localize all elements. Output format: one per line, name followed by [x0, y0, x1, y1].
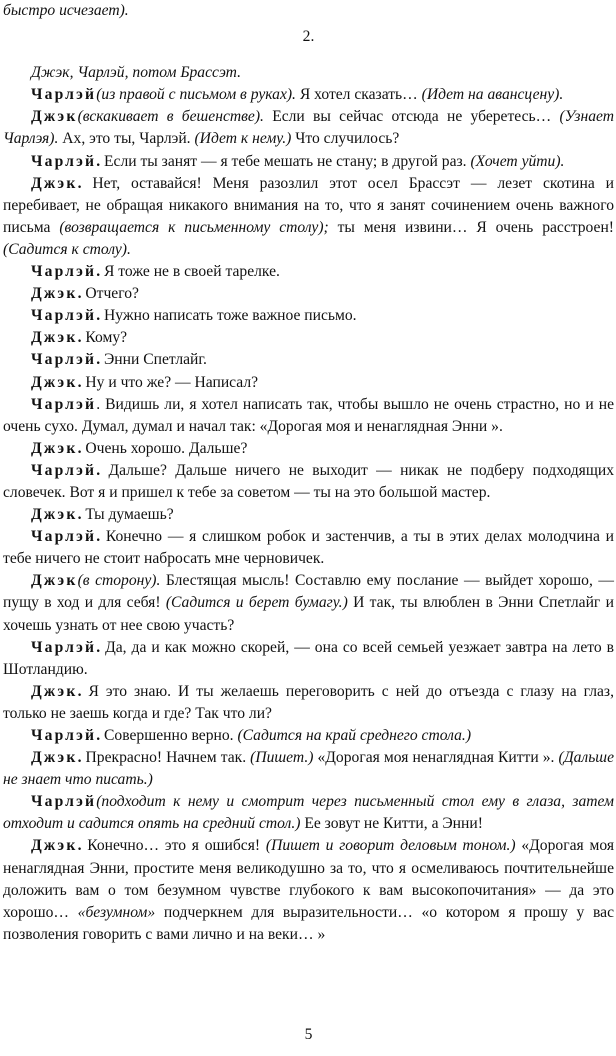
- dialogue-line: [3, 173, 614, 261]
- speaker-separator: .: [77, 373, 82, 391]
- speech-text: Ну и что же? — Написал?: [81, 373, 259, 391]
- speaker-name: Джэк: [31, 506, 78, 524]
- stage-direction: (в сторону).: [77, 572, 161, 590]
- dialogue-line: [3, 327, 614, 349]
- speech-text: Блестящая мысль! Составлю ему послание — выйдет хорошо, — пущу в ход и для себя!: [3, 572, 614, 612]
- stage-direction: (Идет на авансцену).: [421, 86, 564, 104]
- speech-text: Энни Спетлайг.: [100, 351, 207, 369]
- dialogue-line: [3, 106, 614, 150]
- speech-text: Прекрасно! Начнем так.: [81, 749, 251, 767]
- speech-text: Ее зовут не Китти, а Энни!: [300, 815, 483, 833]
- speech-text: Да, да и как можно скорей, — она со всей семьей уезжает завтра на лето в Шотландию.: [3, 638, 614, 678]
- speaker-name: Чарлэй: [31, 263, 97, 281]
- speaker-name: Чарлэй: [31, 528, 97, 546]
- stage-direction: (вскакивает в бешенстве).: [77, 108, 264, 126]
- speaker-name: Чарлэй: [31, 152, 97, 170]
- speech-text: Отчего?: [81, 285, 139, 303]
- speech-text: Я тоже не в своей тарелке.: [100, 263, 280, 281]
- speaker-name: Джэк: [31, 682, 78, 700]
- speaker-name: Чарлэй: [31, 395, 97, 413]
- dialogue-line: [3, 305, 614, 327]
- stage-direction: (возвращается к письменному столу);: [59, 218, 329, 236]
- speaker-separator: .: [96, 152, 101, 170]
- stage-direction: (из правой с письмом в руках).: [96, 86, 296, 104]
- stage-direction: (подходит к нему и смотрит через письменный стол ему в глаза, затем отходит и садится опять на средний стол.): [3, 793, 614, 833]
- speech-text: ты меня извини… Я очень расстроен!: [328, 218, 615, 236]
- dialogue-line: [3, 725, 614, 747]
- speaker-name: Чарлэй: [31, 638, 97, 656]
- speech-text: Очень хорошо. Дальше?: [81, 439, 248, 457]
- stage-direction: (Дальше не знает что писать.): [3, 749, 614, 789]
- speech-text: Нужно написать тоже важное письмо.: [100, 307, 357, 325]
- page-number: 5: [304, 1026, 313, 1043]
- scene-number: 2.: [302, 28, 315, 46]
- speaker-separator: .: [96, 307, 101, 325]
- top-line: быстро исчезает).: [3, 2, 129, 19]
- speech-text: Если вы сейчас отсюда не уберетесь…: [263, 108, 560, 126]
- dialogue-line: [3, 151, 614, 173]
- speaker-name: Чарлэй: [31, 793, 97, 811]
- speaker-name: Джэк: [31, 749, 78, 767]
- dialogue-line: [3, 637, 614, 681]
- stage-direction: (Хочет уйти).: [470, 152, 565, 170]
- speaker-name: Джэк: [31, 572, 78, 590]
- speech-text: Совершенно верно.: [100, 727, 238, 744]
- speaker-separator: .: [77, 506, 82, 524]
- speaker-separator: .: [77, 682, 82, 700]
- speech-text: Ах, это ты, Чарлэй.: [58, 130, 195, 148]
- speech-text: Я хотел сказать…: [295, 86, 422, 104]
- speaker-name: Чарлэй: [31, 307, 97, 325]
- dialogue-line: [3, 526, 614, 570]
- speaker-name: Джэк: [31, 439, 78, 457]
- speech-text: . Видишь ли, я хотел написать так, чтобы вышло не очень страстно, но и не очень сухо. Думал, думал и начал так: «Дорогая моя и ненаглядная Энни ».: [3, 395, 614, 435]
- speaker-separator: .: [96, 528, 101, 546]
- dialogue-line: [3, 460, 614, 504]
- scene-cast: Джэк, Чарлэй, потом Брассэт.: [31, 64, 241, 82]
- speech-text: Ты думаешь?: [81, 506, 174, 524]
- speech-text: Я это знаю. И ты желаешь переговорить с ней до отъезда с глазу на глаз, только не заешь когда и где? Так что ли?: [3, 682, 614, 722]
- dialogue-line: [3, 681, 614, 725]
- speaker-name: Чарлэй: [31, 86, 97, 104]
- speaker-separator: .: [96, 461, 101, 479]
- dialogue-line: [3, 438, 614, 460]
- dialogue-line: [3, 394, 614, 438]
- speaker-name: Чарлэй: [31, 727, 97, 744]
- speech-text: Дальше? Дальше ничего не выходит — никак не подберу подходящих словечек. Вот я и пришел к тебе за советом — ты на это большой мастер.: [3, 461, 614, 501]
- speaker-name: Джэк: [31, 174, 78, 192]
- speaker-separator: .: [77, 749, 82, 767]
- speech-text: подчеркнем для выразительности… «о котором я прошу у вас позволения говорить с вами лично и на веки… »: [3, 903, 614, 943]
- speaker-name: Джэк: [31, 837, 78, 855]
- speaker-name: Джэк: [31, 373, 78, 391]
- speech-text: Кому?: [81, 329, 128, 347]
- speech-text: Если ты занят — я тебе мешать не стану; в другой раз.: [100, 152, 471, 170]
- dialogue: [3, 84, 614, 946]
- speech-text: Что случилось?: [291, 130, 400, 148]
- speaker-separator: .: [77, 837, 82, 855]
- dialogue-line: [3, 835, 614, 945]
- speaker-name: Джэк: [31, 329, 78, 347]
- stage-direction: (Садится к столу).: [3, 240, 131, 258]
- speaker-separator: .: [96, 727, 101, 744]
- dialogue-line: [3, 372, 614, 394]
- stage-direction: (Садится и берет бумагу.): [165, 594, 348, 612]
- dialogue-line: [3, 791, 614, 835]
- dialogue-line: [3, 283, 614, 305]
- speech-text: И так, ты влюблен в Энни Спетлайг и хочешь узнать от нее свою участь?: [3, 594, 614, 634]
- speaker-separator: .: [77, 174, 82, 192]
- dialogue-line: [3, 747, 614, 791]
- stage-direction: (Идет к нему.): [194, 130, 292, 148]
- stage-direction: «безумном»: [77, 903, 156, 921]
- stage-direction: (Пишет.): [250, 749, 314, 767]
- speaker-separator: .: [77, 329, 82, 347]
- speaker-name: Чарлэй: [31, 461, 97, 479]
- speaker-separator: .: [96, 638, 101, 656]
- speech-text: «Дорогая моя ненаглядная Китти ».: [313, 749, 559, 767]
- dialogue-line: [3, 84, 614, 106]
- speaker-name: Джэк: [31, 108, 78, 126]
- dialogue-line: [3, 349, 614, 371]
- speech-text: «Дорогая моя ненаглядная Энни, простите меня великодушно за то, что я осмеливаюсь почтительнейше доложить вам о том безумном чувстве глубокого к вам высокопочитания» — да это хорошо…: [3, 837, 614, 921]
- dialogue-line: [3, 504, 614, 526]
- speaker-separator: .: [96, 351, 101, 369]
- stage-direction: (Садится на край среднего стола.): [237, 727, 472, 744]
- speaker-separator: .: [77, 285, 82, 303]
- dialogue-line: [3, 261, 614, 283]
- stage-direction: (Узнает Чарлэя).: [3, 108, 614, 148]
- stage-direction: (Пишет и говорит деловым тоном.): [265, 837, 516, 855]
- speech-text: Конечно… это я ошибся!: [81, 837, 266, 855]
- speaker-name: Чарлэй: [31, 351, 97, 369]
- dialogue-line: [3, 570, 614, 636]
- book-page: [3, 0, 614, 1056]
- speaker-separator: .: [77, 439, 82, 457]
- speech-text: Нет, оставайся! Меня разозлил этот осел Брассэт — лезет скотина и перебивает, не обращая никакого внимания на то, что я занят сочинением очень важного письма: [3, 174, 614, 236]
- speech-text: Конечно — я слишком робок и застенчив, а ты в этих делах молодчина и тебе ничего не стоит набросать мне черновичек.: [3, 528, 614, 568]
- speaker-separator: .: [96, 263, 101, 281]
- speaker-name: Джэк: [31, 285, 78, 303]
